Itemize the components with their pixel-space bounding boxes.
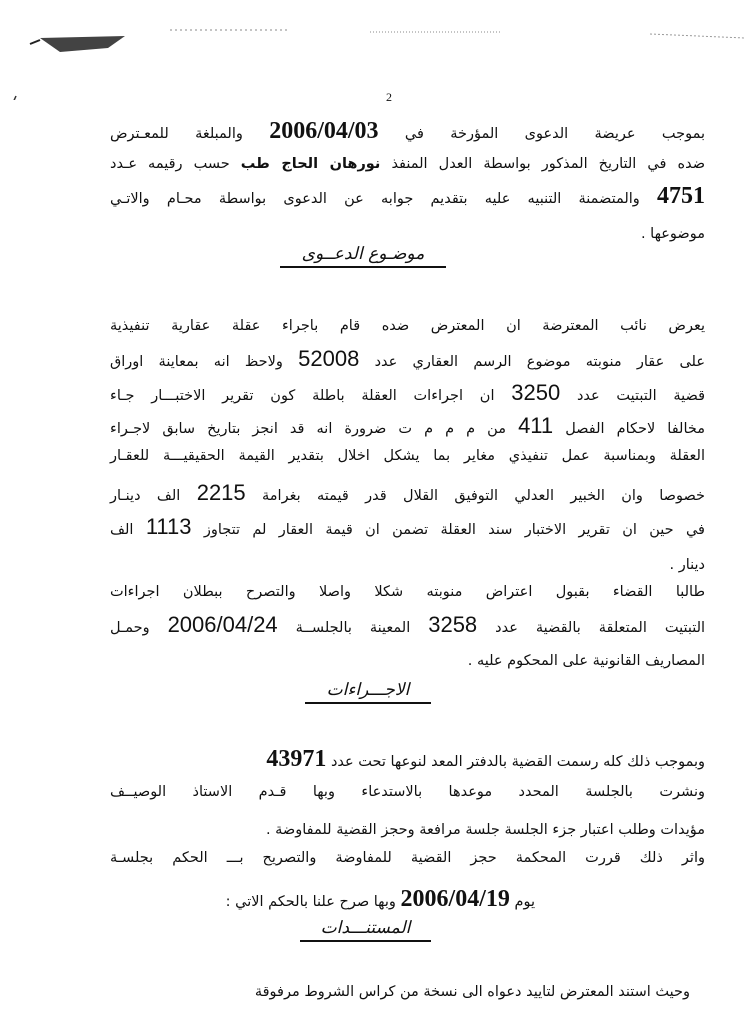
text-line: العقلة وبمناسبة عمل تنفيذي مغاير بما يشكل اخلال بتقدير القيمة الحقيقيـــة للعقـار	[110, 448, 705, 464]
text-line: طالبا القضاء بقبول اعتراض منوبته شكلا واصلا والتصرح ببطلان اجراءات	[110, 584, 705, 600]
text-line: مؤيدات وطلب اعتبار جزء الجلسة جلسة مرافعة وحجز القضية للمفاوضة .	[265, 822, 705, 838]
text-line: 4751 والمتضمنة التنبيه عليه بتقديم جوابه عن الدعوى بواسطة محـام والاتـي	[110, 183, 705, 209]
section-heading-findings: المستنـــدات	[300, 918, 431, 942]
text-line: ضده في التاريخ المذكور بواسطة العدل المنفذ نورهان الحاج طب حسب رقيمه عـدد	[110, 156, 706, 172]
text-line: المصاريف القانونية على المحكوم عليه .	[467, 653, 705, 669]
text-line: واثر ذلك قررت المحكمة حجز القضية للمفاوضة والتصريح بـــ الحكم بجلسـة	[110, 850, 705, 866]
text-line: يوم 2006/04/19 وبها صرح علنا بالحكم الاتي :	[225, 886, 535, 912]
text-line: مخالفا لاحكام الفصل 411 من م م م ت ضرورة انه قد انجز بتاريخ سابق لاجـراء	[110, 413, 706, 438]
page-number: 2	[386, 90, 392, 104]
text-line: دينار .	[669, 557, 705, 573]
text-line: التبتيت المتعلقة بالقضية عدد 3258 المعينة بالجلســة 2006/04/24 وحمـل	[110, 612, 706, 637]
section-heading-subject: موضـوع الدعــوى	[280, 244, 446, 268]
scan-artifact-top-left	[0, 0, 160, 100]
scan-artifact-top-edge	[170, 24, 745, 46]
text-line: ونشرت بالجلسة المحدد موعدها بالاستدعاء وبها قـدم الاستاذ الوصيــف	[110, 784, 705, 800]
text-line: خصوصا وان الخبير العدلي التوفيق القلال قدر قيمته بغرامة 2215 الف دينـار	[110, 480, 706, 505]
text-line: يعرض نائب المعترضة ان المعترض ضده قام باجراء عقلة عقارية تنفيذية	[110, 318, 705, 334]
text-line: وحيث استند المعترض لتاييد دعواه الى نسخة من كراس الشروط مرفوقة	[254, 984, 690, 1000]
text-line: في حين ان تقرير الاختبار سند العقلة تضمن ان قيمة العقار لم تتجاوز 1113 الف	[110, 514, 705, 539]
section-heading-procedures: الاجـــراءات	[305, 680, 431, 704]
text-line: قضية التبتيت عدد 3250 ان اجراءات العقلة باطلة كون تقرير الاختبـــار جـاء	[110, 380, 706, 405]
text-line: موضوعها .	[640, 226, 705, 242]
text-line: بموجب عريضة الدعوى المؤرخة في 2006/04/03 والمبلغة للمعـترض	[110, 118, 706, 144]
text-line: على عقار منوبته موضوع الرسم العقاري عدد 52008 ولاحظ انه بمعاينة اوراق	[110, 346, 706, 371]
text-line: وبموجب ذلك كله رسمت القضية بالدفتر المعد لنوعها تحت عدد 43971	[266, 746, 705, 772]
